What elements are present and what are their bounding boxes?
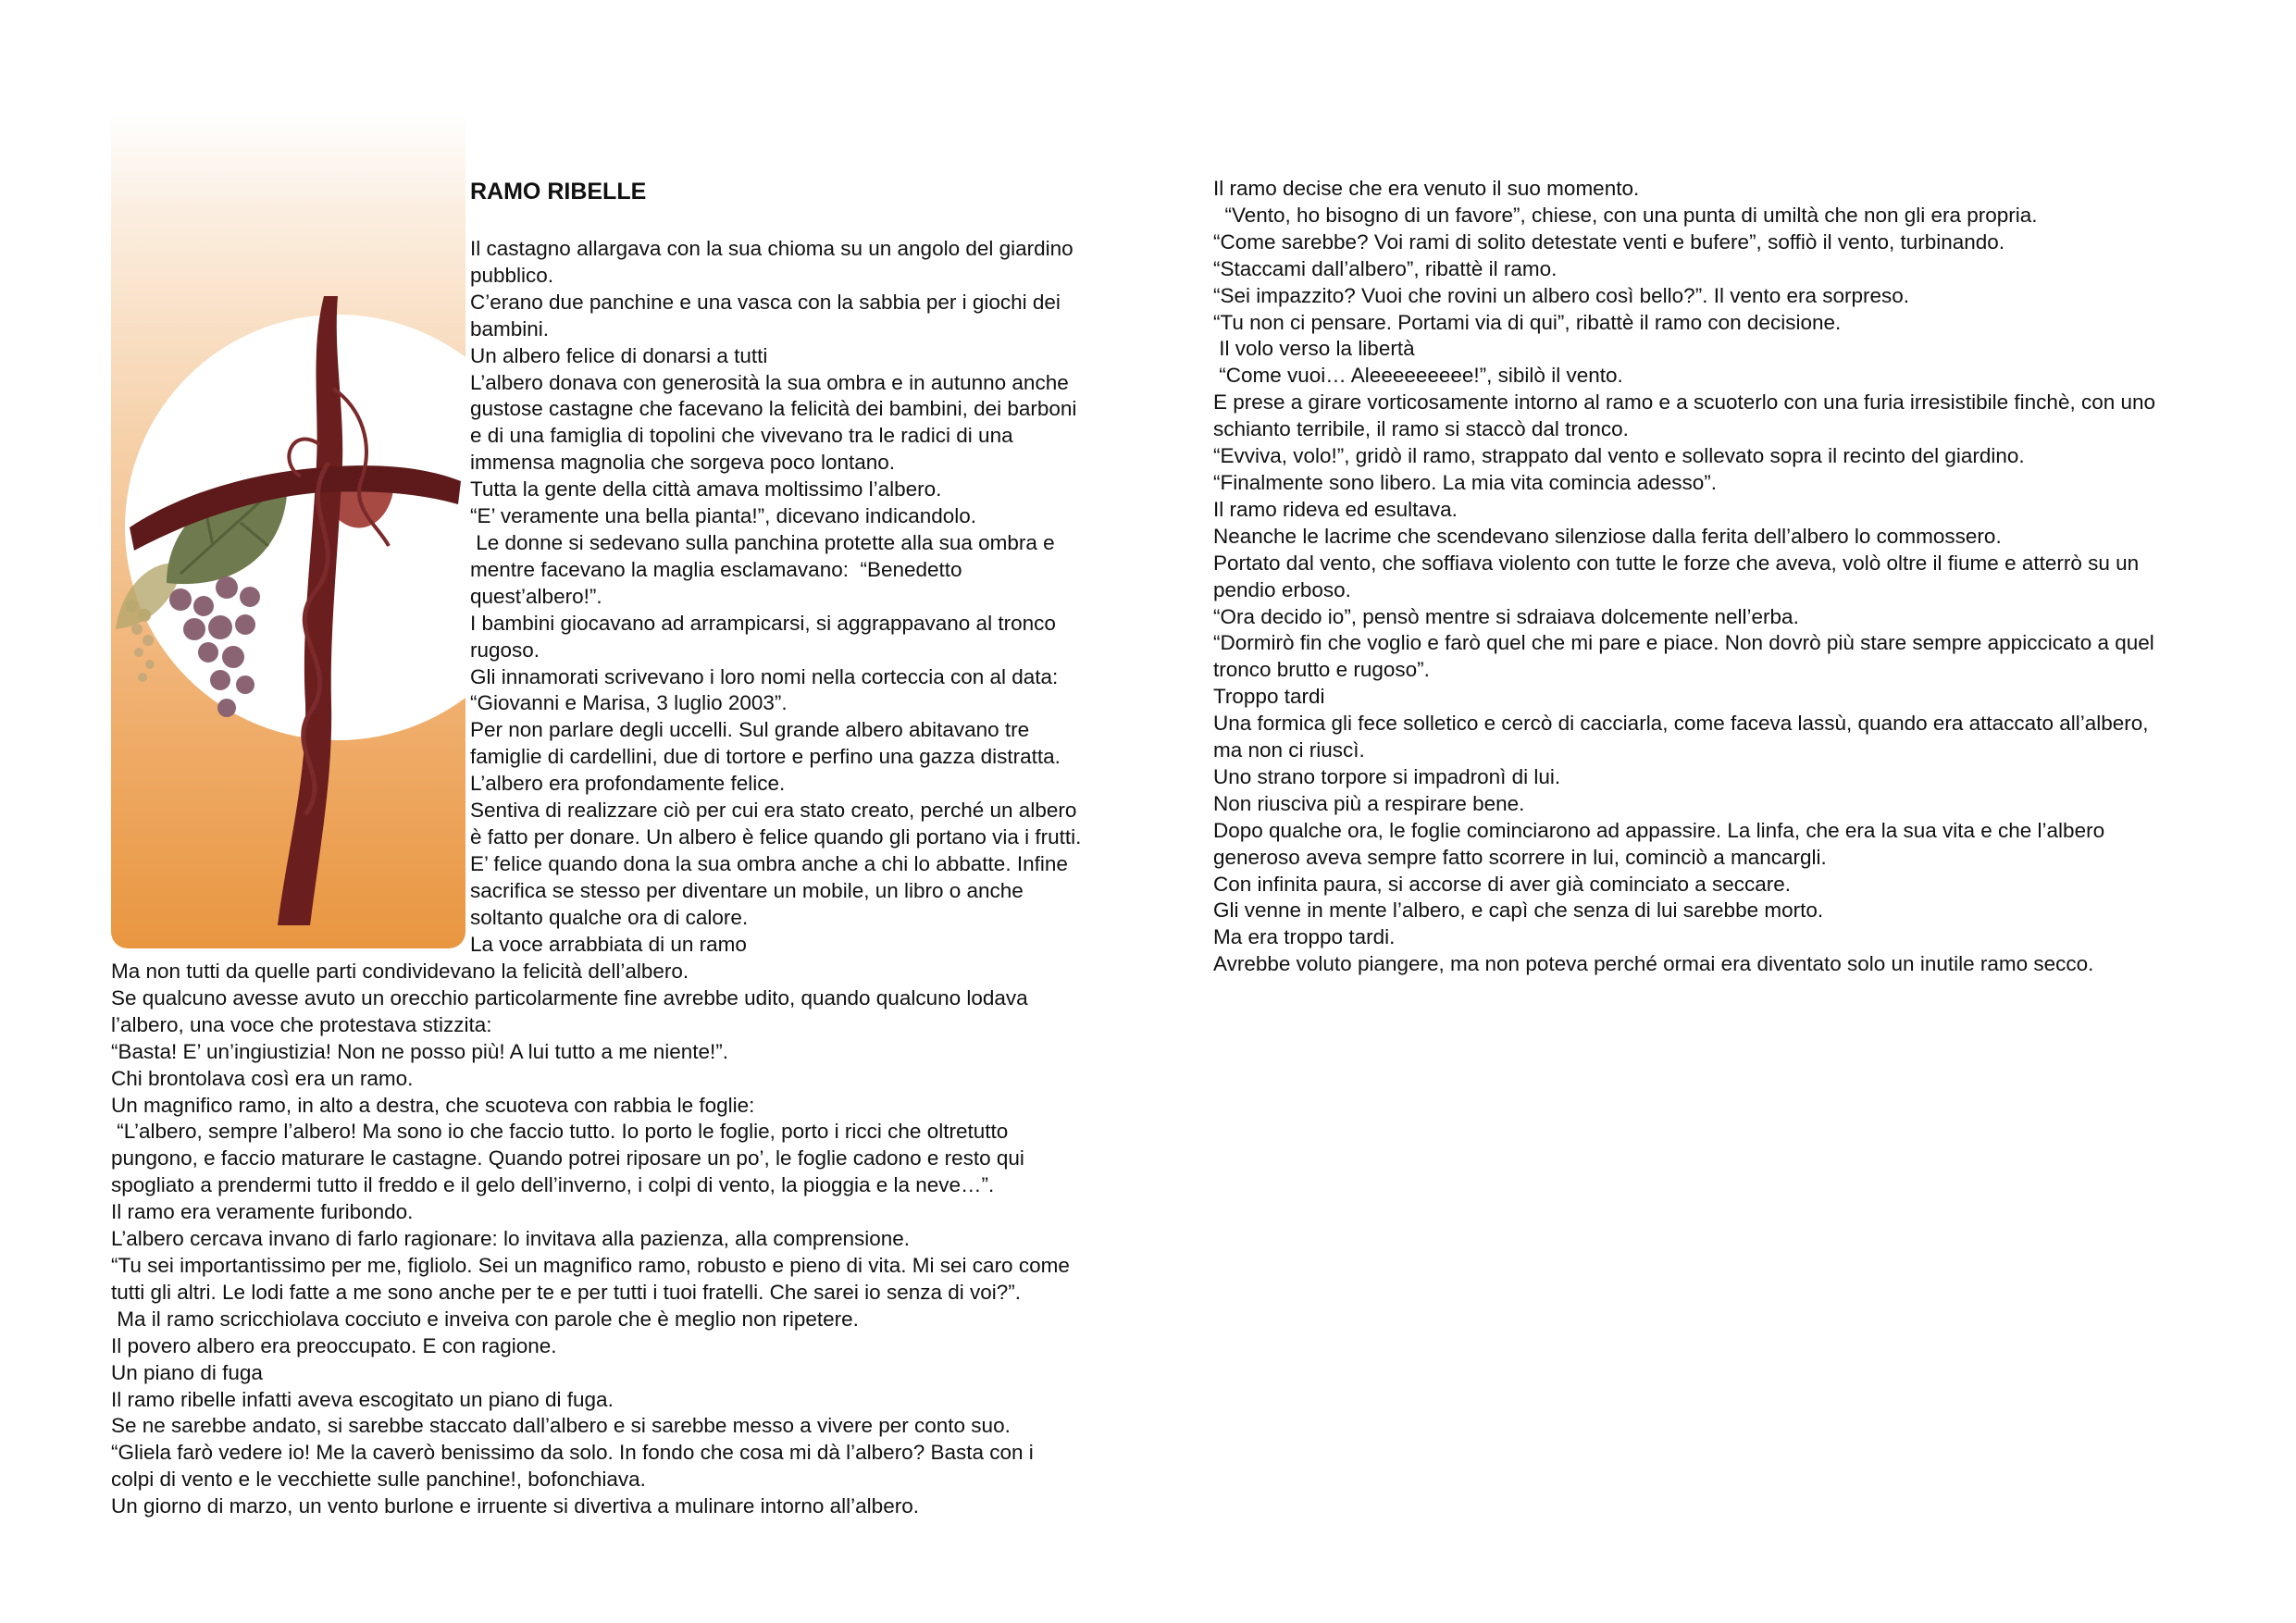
text-line: “Ora decido io”, pensò mentre si sdraiava dolcemente nell’erba. bbox=[1213, 604, 1799, 628]
text-line: l’albero, una voce che protestava stizzita: bbox=[111, 1012, 492, 1036]
text-line: “Vento, ho bisogno di un favore”, chiese, con una punta di umiltà che non gli era propria. bbox=[1213, 203, 2038, 227]
text-line: Un piano di fuga bbox=[111, 1360, 263, 1384]
text-line: spogliato a prendermi tutto il freddo e il gelo dell’inverno, i colpi di vento, la pioggia e la neve…”. bbox=[111, 1173, 995, 1197]
text-line: è fatto per donare. Un albero è felice quando gli portano via i frutti. bbox=[470, 824, 1082, 849]
text-line: Un magnifico ramo, in alto a destra, che scuoteva con rabbia le foglie: bbox=[111, 1093, 755, 1117]
text-line: mentre facevano la maglia esclamavano: “Benedetto bbox=[470, 557, 962, 581]
text-line: pubblico. bbox=[470, 263, 554, 287]
text-line: rugoso. bbox=[470, 638, 540, 662]
text-line: “Tu non ci pensare. Portami via di qui”, ribattè il ramo con decisione. bbox=[1213, 310, 1842, 334]
text-beside-illustration bbox=[470, 236, 1081, 958]
text-line: gustose castagne che facevano la felicità dei bambini, dei barboni bbox=[470, 397, 1077, 421]
text-line: sacrifica se stesso per diventare un mobile, un libro o anche bbox=[470, 878, 1024, 902]
text-line: La voce arrabbiata di un ramo bbox=[470, 932, 747, 956]
text-line: Avrebbe voluto piangere, ma non poteva perché ormai era diventato solo un inutile ramo secco. bbox=[1213, 952, 2094, 976]
text-line: I bambini giocavano ad arrampicarsi, si aggrappavano al tronco bbox=[470, 611, 1056, 635]
text-line: famiglie di cardellini, due di tortore e perfino una gazza distratta. bbox=[470, 745, 1061, 769]
text-line: Il volo verso la libertà bbox=[1213, 337, 1415, 361]
text-line: “E’ veramente una bella pianta!”, dicevano indicandolo. bbox=[470, 504, 977, 528]
text-line: Un giorno di marzo, un vento burlone e irruente si divertiva a mulinare intorno all’albero. bbox=[111, 1494, 919, 1518]
text-line: “Finalmente sono libero. La mia vita comincia adesso”. bbox=[1213, 470, 1717, 494]
text-line: Ma era troppo tardi. bbox=[1213, 925, 1396, 949]
text-line: “Come vuoi… Aleeeeeeeee!”, sibilò il vento. bbox=[1213, 364, 1623, 388]
text-line: Il castagno allargava con la sua chioma su un angolo del giardino bbox=[470, 237, 1074, 260]
text-line: Il ramo rideva ed esultava. bbox=[1213, 497, 1458, 521]
text-line: Per non parlare degli uccelli. Sul grande albero abitavano tre bbox=[470, 718, 1030, 742]
text-line: “Evviva, volo!”, gridò il ramo, strappato dal vento e sollevato sopra il recinto del giardino. bbox=[1213, 444, 2025, 468]
text-line: Se qualcuno avesse avuto un orecchio particolarmente fine avrebbe udito, quando qualcuno lodava bbox=[111, 985, 1028, 1010]
cover-illustration bbox=[111, 111, 465, 948]
text-line: Ma non tutti da quelle parti condividevano la felicità dell’albero. bbox=[111, 960, 689, 983]
text-line: bambini. bbox=[470, 316, 550, 341]
text-line: E’ felice quando dona la sua ombra anche a chi lo abbatte. Infine bbox=[470, 851, 1068, 875]
text-line: tronco brutto e rugoso”. bbox=[1213, 658, 1430, 682]
text-line: Le donne si sedevano sulla panchina protette alla sua ombra e bbox=[470, 530, 1055, 554]
text-line: “Sei impazzito? Vuoi che rovini un albero così bello?”. Il vento era sorpreso. bbox=[1213, 283, 1910, 307]
text-line: L’albero era profondamente felice. bbox=[470, 772, 786, 796]
text-line: Il ramo era veramente furibondo. bbox=[111, 1200, 414, 1224]
text-line: C’erano due panchine e una vasca con la sabbia per i giochi dei bbox=[470, 290, 1061, 314]
text-line: soltanto qualche ora di calore. bbox=[470, 905, 749, 929]
text-line: e di una famiglia di topolini che vivevano tra le radici di una bbox=[470, 424, 1013, 448]
text-line: Un albero felice di donarsi a tutti bbox=[470, 343, 768, 367]
text-line: Il ramo decise che era venuto il suo momento. bbox=[1213, 177, 1640, 200]
text-line: Non riusciva più a respirare bene. bbox=[1213, 791, 1525, 815]
text-line: Gli innamorati scrivevano i loro nomi nella corteccia con al data: bbox=[470, 664, 1059, 688]
text-line: immensa magnolia che sorgeva poco lontano. bbox=[470, 451, 896, 475]
text-line: Gli venne in mente l’albero, e capì che senza di lui sarebbe morto. bbox=[1213, 898, 1824, 923]
text-line: “Dormirò fin che voglio e farò quel che mi pare e piace. Non dovrò più stare sempre appiccicato a quel bbox=[1213, 631, 2154, 655]
text-line: Una formica gli fece solletico e cercò di cacciarla, come faceva lassù, quando era attaccato all’albero, bbox=[1213, 712, 2149, 736]
text-line: L’albero donava con generosità la sua ombra e in autunno anche bbox=[470, 370, 1069, 394]
text-line: Uno strano torpore si impadronì di lui. bbox=[1213, 764, 1561, 788]
text-line: E prese a girare vorticosamente intorno al ramo e a scuoterlo con una furia irresistibile finchè, con uno bbox=[1213, 390, 2156, 415]
text-line: tutti gli altri. Le lodi fatte a me sono anche per te e per tutti i tuoi fratelli. Che sarei io senza di voi?”. bbox=[111, 1280, 1022, 1304]
text-below-illustration bbox=[111, 959, 1070, 1520]
text-line: ma non ci riuscì. bbox=[1213, 738, 1365, 762]
text-line: “Staccami dall’albero”, ribattè il ramo. bbox=[1213, 256, 1558, 280]
text-line: schianto terribile, il ramo si staccò dal tronco. bbox=[1213, 417, 1629, 441]
text-line: Portato dal vento, che soffiava violento con tutte le forze che aveva, volò oltre il fiume e atterrò su un bbox=[1213, 551, 2140, 575]
text-line: Sentiva di realizzare ciò per cui era stato creato, perché un albero bbox=[470, 799, 1077, 823]
text-line: L’albero cercava invano di farlo ragionare: lo invitava alla pazienza, alla comprensione. bbox=[111, 1227, 911, 1251]
text-line: pungono, e faccio maturare le castagne. Quando potrei riposare un po’, le foglie cadono e resto qui bbox=[111, 1146, 1024, 1171]
text-right-column bbox=[1213, 176, 2155, 978]
text-line: Dopo qualche ora, le foglie cominciarono ad appassire. La linfa, che era la sua vita e che l’albero bbox=[1213, 818, 2105, 842]
text-line: quest’albero!”. bbox=[470, 584, 602, 608]
story-title: RAMO RIBELLE bbox=[470, 179, 647, 204]
text-line: “Come sarebbe? Voi rami di solito detestate venti e bufere”, soffiò il vento, turbinando. bbox=[1213, 229, 2005, 254]
text-line: colpi di vento e le vecchiette sulle panchine!, bofonchiava. bbox=[111, 1468, 646, 1492]
text-line: generoso aveva sempre fatto scorrere in lui, cominciò a mancargli. bbox=[1213, 845, 1827, 869]
text-line: Troppo tardi bbox=[1213, 685, 1325, 709]
vine-cross-with-grapes-icon bbox=[111, 111, 465, 948]
text-line: Se ne sarebbe andato, si sarebbe staccato dall’albero e si sarebbe messo a vivere per conto suo. bbox=[111, 1414, 1011, 1438]
text-line: Il ramo ribelle infatti aveva escogitato un piano di fuga. bbox=[111, 1387, 614, 1411]
text-line: Neanche le lacrime che scendevano silenziose dalla ferita dell’albero lo commossero. bbox=[1213, 524, 2002, 548]
text-line: “Gliela farò vedere io! Me la caverò benissimo da solo. In fondo che cosa mi dà l’albero? Basta con i bbox=[111, 1441, 1034, 1465]
text-line: Ma il ramo scricchiolava cocciuto e inveiva con parole che è meglio non ripetere. bbox=[111, 1307, 859, 1331]
text-line: pendio erboso. bbox=[1213, 577, 1351, 601]
text-line: Il povero albero era preoccupato. E con ragione. bbox=[111, 1333, 557, 1357]
text-line: “Basta! E’ un’ingiustizia! Non ne posso più! A lui tutto a me niente!”. bbox=[111, 1039, 729, 1063]
text-line: Con infinita paura, si accorse di aver già cominciato a seccare. bbox=[1213, 872, 1792, 896]
text-line: Chi brontolava così era un ramo. bbox=[111, 1066, 414, 1090]
text-line: Tutta la gente della città amava moltissimo l’albero. bbox=[470, 477, 942, 502]
text-line: “Tu sei importantissimo per me, figliolo. Sei un magnifico ramo, robusto e pieno di vita. Mi sei caro come bbox=[111, 1253, 1070, 1277]
text-line: “L’albero, sempre l’albero! Ma sono io che faccio tutto. Io porto le foglie, porto i ricci che oltretutto bbox=[111, 1120, 1009, 1144]
text-line: “Giovanni e Marisa, 3 luglio 2003”. bbox=[470, 691, 788, 715]
